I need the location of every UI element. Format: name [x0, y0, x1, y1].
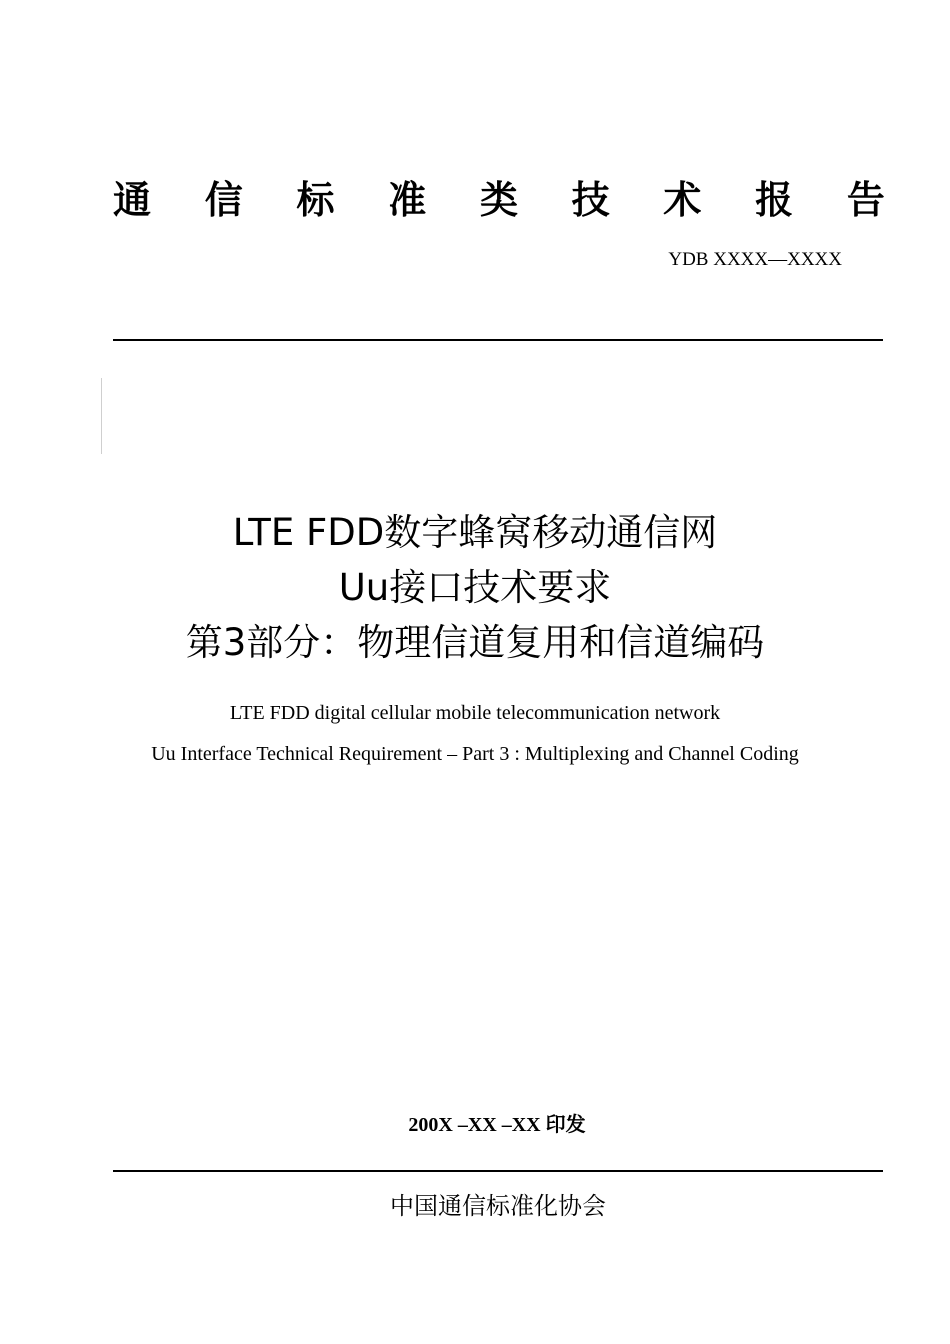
- title-cn-line1: LTE FDD数字蜂窝移动通信网: [232, 511, 718, 554]
- document-number: YDB XXXX—XXXX: [668, 249, 842, 270]
- report-type-char: 准: [388, 178, 427, 222]
- report-type-heading: [113, 174, 885, 226]
- report-type-char: 通: [113, 178, 152, 222]
- report-type-char: 信: [204, 178, 243, 222]
- publisher-name: 中国通信标准化协会: [390, 1192, 606, 1220]
- title-cn-line3: 第3部分：物理信道复用和信道编码: [185, 621, 765, 664]
- top-divider: [113, 339, 883, 341]
- issue-date: 200X –XX –XX 印发: [408, 1114, 586, 1136]
- title-en-line1: LTE FDD digital cellular mobile telecommunication network: [229, 702, 721, 724]
- bottom-divider: [113, 1170, 883, 1172]
- report-type-char: 术: [663, 178, 702, 222]
- report-type-char: 标: [296, 178, 335, 222]
- title-en-line2: Uu Interface Technical Requirement – Part 3 : Multiplexing and Channel Coding: [151, 743, 799, 765]
- title-cn-line2: Uu接口技术要求: [338, 566, 612, 609]
- report-type-char: 告: [846, 178, 885, 222]
- report-type-char: 技: [571, 178, 610, 222]
- margin-mark: [101, 378, 102, 454]
- report-type-char: 报: [755, 178, 794, 222]
- report-type-char: 类: [479, 178, 518, 222]
